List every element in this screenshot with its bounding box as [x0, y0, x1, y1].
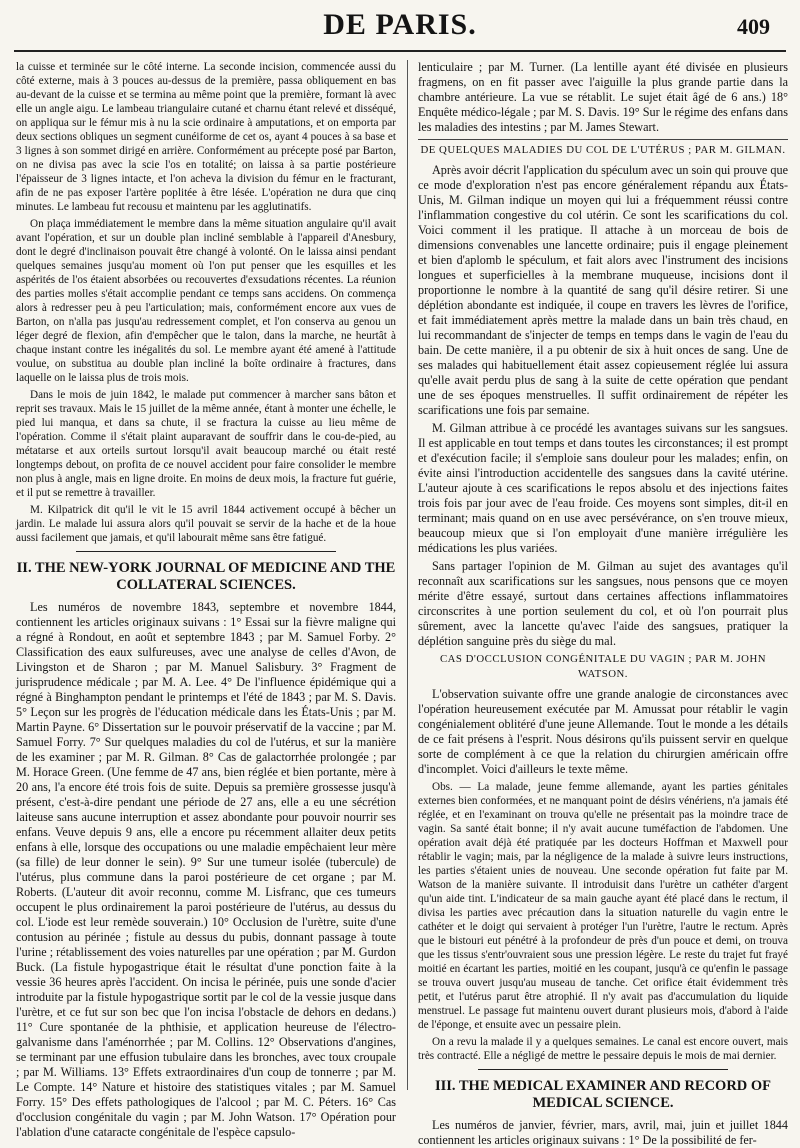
left-column — [16, 60, 396, 1139]
right-paragraph-2: Après avoir décrit l'application du spéculum avec un soin qui prouve que ce mode d'exploration n'est pas encore généralement répandu aux États-Unis, M. Gilman indique un moyen qui lui a fréquemment réussi contre l'inflammation congestive du col utérin. Ce sont les scarifications du col. Voici comment il les pratique. Il attache à un morceau de bois de dimensions convenables une lancette ordinaire; puis il engage pleinement et bien d'aplomb le spéculum, et fait alors avec l'instrument des incisions longues et superficielles à la membrane muqueuse, incisions dont il proportionne le nombre à la quantité de sang qu'il désire retirer. Si une déplétion abondante est indiquée, il coupe en travers les lèvres de l'orifice, et fait immédiatement après mettre la malade dans un bain très chaud, en lui recommandant de s'injecter de temps en temps dans le vagin de l'eau du bain. De cette manière, il a pu obtenir de six à huit onces de sang. Une de ses malades qui habituellement était assez copieusement réglée lui assura qu'elle avait perdu plus de sang à la suite de cette opération que pendant une de ses époques menstruelles. Il suffit ordinairement de répéter les scarifications une fois par semaine. — [418, 163, 788, 417]
right-paragraph-3: M. Gilman attribue à ce procédé les avantages suivans sur les sangsues. Il est applicable en tout temps et dans toutes les circonstances; il est prompt et d'exécution facile; il s'emploie sans douleur pour les malades; enfin, on évite ainsi l'introduction accidentelle des sangsues dans la cavité utérine. L'auteur ajoute à ces scarifications le repos absolu et des injections faites trois fois par jour avec de l'eau froide. Ces moyens sont simples, dit-il en terminant; mais quand on en use avec persévérance, on s'en trouve mieux, beaucoup mieux que si l'on employait d'une manière irrégulière les médications les plus variées. — [418, 421, 788, 555]
page-number: 409 — [737, 14, 770, 39]
right-paragraph-5: L'observation suivante offre une grande analogie de circonstances avec l'opération heureusement exécutée par M. Amussat pour rétablir le vagin congénialement oblitéré d'une jeune Allemande. Tout le monde a les détails de ce fait présens à l'esprit. Nous désirons qu'ils puissent servir en quelque sorte de complément à ce que la relation du chirurgien américain offre d'incomplet. Voici d'ailleurs le texte même. — [418, 687, 788, 776]
left-paragraph-3: Dans le mois de juin 1842, le malade put commencer à marcher sans bâton et reprit ses travaux. Mais le 15 juillet de la même année, étant à monter une échelle, le pied lui manqua, et dans sa chute, il se fractura la cuisse au lieu même de l'opération. Comme il s'était plaint auparavant de souffrir dans le cou-de-pied, au métatarse et aux orteils surtout lorsqu'il avait beaucoup marché ou était resté longtemps debout, on profita de ce nouvel accident pour faire consolider le membre non plus à angle, mais en ligne droite. En moins de deux mois, la fracture fut guérie, et il put se remettre à travailler. — [16, 389, 396, 499]
section-2-title: II. THE NEW-YORK JOURNAL OF MEDICINE AND THE COLLATERAL SCIENCES. — [16, 560, 396, 593]
left-paragraph-1: la cuisse et terminée sur le côté interne. La seconde incision, commencée aussi du côté externe, mais à 3 pouces au-dessus de la première, passa obliquement en bas au-devant de la cuisse et se termina au même point que la première, formant là avec elle un angle aigu. Le lambeau triangulaire cutané et charnu étant relevé et disséqué, on appliqua sur le fémur mis à nu la scie ordinaire à amputations, et on emporta par deux sections obliques un segment cunéiforme de cet os, ayant 4 pouces à sa base et 3 lignes à son sommet dirigé en arrière. Conformément au précepte posé par Barton, on ne divisa pas avec la scie l'os en totalité; on laissa à sa partie postérieure l'épaisseur de 3 lignes intacte, et l'on acheva la division du fémur en le fracturant, afin de ne pas exposer l'artère poplitée à être lésée. L'opération ne dura que cinq minutes. Le lambeau fut recousu et maintenu par les agglutinatifs. — [16, 61, 396, 213]
right-paragraph-4: Sans partager l'opinion de M. Gilman au sujet des avantages qu'il reconnaît aux scarifications sur les sangsues, nous pensons que ce moyen mérite d'être essayé, surtout dans certaines affections inflammatoires circonscrites à une portion seulement du col, et où l'on pourrait plus sûrement, avec la lancette qu'avec l'aide des sangsues, pratiquer la déplétion sanguine près du siège du mal. — [418, 559, 788, 648]
subhead-gilman: DE QUELQUES MALADIES DU COL DE L'UTÉRUS ; PAR M. GILMAN. — [420, 144, 786, 156]
running-head — [0, 8, 800, 48]
article-separator — [76, 551, 336, 552]
running-title: DE PARIS. — [323, 8, 477, 41]
left-paragraph-2: On plaça immédiatement le membre dans la même situation angulaire qu'il avait avant l'opération, et sur un double plan incliné semblable à l'appareil d'Anesbury, dont le degré d'inclinaison pouvait être changé à volonté. On le laissa ainsi pendant quelques semaines jusqu'au moment où l'on put penser que les esquilles et les aspérités de l'os étaient absorbées ou recouvertes d'exsudations récentes. La réunion des parties molles s'était accomplie pendant ce temps sans accidens. On commença alors à redresser peu à peu l'articulation; mais, conformément encore aux vues de Barton, on n'alla pas jusqu'au redressement complet, et l'on conserva au genou un léger degré de flexion, afin d'empêcher que le talon, dans la marche, ne heurtât à chaque instant contre les inégalités du sol. Le membre ayant été amené à l'attitude voulue, on substitua au double plan incliné la boîte ordinaire à fractures, dans laquelle on le laissa plus de trois mois. — [16, 218, 396, 384]
right-paragraph-1: lenticulaire ; par M. Turner. (La lentille ayant été divisée en plusieurs fragmens, on en fit passer avec l'aiguille la plus grande partie dans la chambre antérieure. La vue se rétablit. Le sujet était âgé de 6 ans.) 18° Enquête médico-légale ; par M. S. Davis. 19° Sur le régime des enfans dans les maladies des intestins ; par M. James Stewart. — [418, 60, 788, 134]
section-3-title: III. THE MEDICAL EXAMINER AND RECORD OF MEDICAL SCIENCE. — [434, 1078, 772, 1111]
observation-paragraph: Obs. — La malade, jeune femme allemande, ayant les parties génitales externes bien conformées, et ne manquant point de désirs vénériens, n'a jamais été réglée, et en l'examinant on trouva qu'elle ne présentait pas la moindre trace de vagin. Sa santé était bonne; il n'y avait aucune tuméfaction de l'abdomen. Une opération avait déjà été pratiquée par les docteurs Hoffman et Maxwell pour rétablir le vagin; mais, par la négligence de la malade à suivre leurs instructions, les parties s'étaient unies de nouveau. Une seconde opération fut faite par M. Watson de la manière suivante. Il introduisit dans l'urètre un cathéter d'argent qu'un aide tint. L'indicateur de sa main gauche ayant été placé dans le rectum, il divisa les parties avec précaution dans la situation naturelle du vagin entre le cathéter et le doigt qui servaient à protéger l'un l'urètre, l'autre le rectum. Après que le bistouri eut pénétré à la profondeur de près d'un pouce et demi, on trouva que les tissus s'entr'ouvraient sous une pression légère. Le reste du trajet fut frayé moitié en écartant les parties, moitié en les coupant, jusqu'à ce qu'enfin le passage se trouva ouvert jusqu'au museau de tanche. Cet orifice était évidemment très petit, et l'utérus parut être atrophié. Il n'y avait pas d'accumulation du liquide menstruel. Le passage fut maintenu ouvert durant plusieurs mois, d'abord à l'aide de l'éponge, et ensuite avec un pessaire plein. — [418, 781, 788, 1031]
subhead-rule — [418, 139, 788, 140]
right-column — [418, 60, 788, 1147]
right-paragraph-7: Les numéros de janvier, février, mars, avril, mai, juin et juillet 1844 contiennent les articles originaux suivans : 1° De la possibilité de fer- — [418, 1118, 788, 1147]
left-paragraph-5: Les numéros de novembre 1843, septembre et novembre 1844, contiennent les articles originaux suivans : 1° Essai sur la fièvre maligne qui a régné à Rondout, en août et septembre 1843 ; par M. Samuel Forby. 2° Classification des eaux sulfureuses, avec une analyse de celles d'Avon, de Livingston et de Sharon ; par M. Manuel Salisbury. 3° Fragment de jurisprudence médicale ; par M. A. Lee. 4° De l'influence épidémique qui a régné à Binghampton pendant le printemps et l'été de 1843 ; par M. S. Davis. 5° Leçon sur les progrès de l'éducation médicale dans les États-Unis ; par M. Martin Payne. 6° Dissertation sur le pouvoir préservatif de la vaccine ; par M. Samuel Forry. 7° Sur quelques maladies du col de l'utérus, et sur la manière de les examiner ; par M. R. Gilman. 8° Cas de galactorrhée prolongée ; par M. Horace Green. (Une femme de 47 ans, bien réglée et bien portante, mère à 20 ans, l'a encore été trois fois de suite. Depuis sa première grossesse jusqu'à présent, c'est-à-dire pendant une période de 27 ans, elle a eu une sécrétion laiteuse sans aucune interruption et assez abondante pour pouvoir nourrir ses enfans. Veuve depuis 9 ans, elle a encore pu récemment allaiter deux petits enfans à elle, lorsque des occupations ou une maladie empêchaient leur mère (sa fille) de leur donner le sein). 9° Sur une tumeur isolée (tubercule) de l'utérus, plus commune dans la paroi postérieure de cet organe ; par M. Roberts. (L'auteur dit avoir reconnu, comme M. Lisfranc, que ces tumeurs occupent le plus ordinairement la paroi postérieure de l'utérus, au dessus du col. L'iode est leur remède souverain.) 10° Occlusion de l'urètre, suite d'une contusion au périnée ; fistule au dessus du pubis, donnant passage à toute l'urine ; rétablissement des voies naturelles par une opération ; par M. Gurdon Buck. (La fistule hypogastrique était le résultat d'une ponction faite à la vessie 36 heures après l'accident. On incisa le périnée, puis une sonde d'acier introduite par la fistule hypogastrique sortit par le col de la vessie jusque dans l'urètre, et ce fut sur son bec que l'on incisa l'obstacle de dehors en dedans.) 11° Cure spontanée de la phthisie, et application heureuse de l'électro-galvanisme dans l'aménorrhée ; par M. Collins. 12° Observations d'angines, se terminant par une effusion tubulaire dans les bronches, avec toux croupale ; par M. Williams. 13° Effets extraordinaires d'un coup de tonnerre ; par M. Le Compte. 14° Nature et histoire des statistiques vitales ; par M. Samuel Forry. 15° Des effets pathologiques de l'alcool ; par M. C. Péters. 16° Cas d'occlusion congénitale du vagin ; par M. John Watson. 17° Opération pour l'ablation d'une cataracte congénitale de l'espèce capsulo- — [16, 600, 396, 1139]
header-rule — [14, 50, 786, 52]
article-separator-2 — [478, 1069, 728, 1070]
column-divider — [407, 60, 408, 1090]
subhead-watson: CAS D'OCCLUSION CONGÉNITALE DU VAGIN ; PAR M. JOHN WATSON. — [439, 653, 767, 680]
right-paragraph-6: On a revu la malade il y a quelques semaines. Le canal est encore ouvert, mais très contracté. Elle a négligé de mettre le pessaire depuis le mois de mai dernier. — [418, 1036, 788, 1062]
left-paragraph-4: M. Kilpatrick dit qu'il le vit le 15 avril 1844 activement occupé à bêcher un jardin. Le malade lui assura alors qu'il pouvait se servir de la hache et de la houe aussi facilement que jamais, et qu'il labourait même sans être fatigué. — [16, 504, 396, 544]
